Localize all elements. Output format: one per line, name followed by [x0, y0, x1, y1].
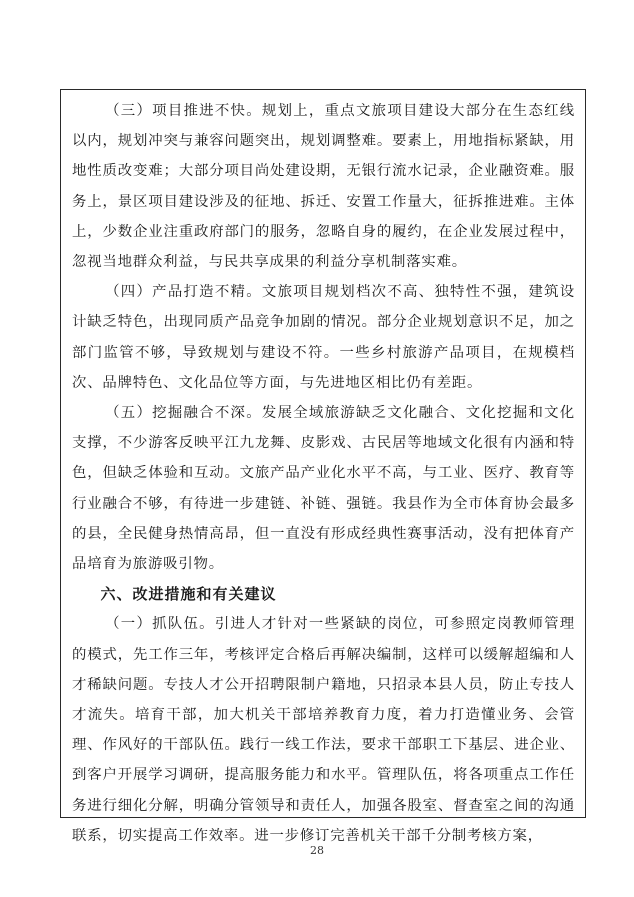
- page-number: 28: [310, 844, 324, 857]
- paragraph-product-quality: （四）产品打造不精。文旅项目规划档次不高、独特性不强，建筑设计缺乏特色，出现同质产品竞争加剧的情况。部分企业规划意识不足，加之部门监管不够，导致规划与建设不符。一些乡村旅游产品项目，在规模档次、品牌特色、文化品位等方面，与先进地区相比仍有差距。: [72, 284, 575, 391]
- document-body: [72, 96, 575, 851]
- section-heading: 六、改进措施和有关建议: [100, 585, 277, 604]
- paragraph-team-building: （一）抓队伍。引进人才针对一些紧缺的岗位，可参照定岗教师管理的模式，先工作三年，考核评定合格后再解决编制，这样可以缓解超编和人才稀缺问题。专技人才公开招聘限制户籍地，只招录本县人员，防止专技人才流失。培育干部，加大机关干部培养教育力度，着力打造懂业务、会管理、作风好的干部队伍。践行一线工作法，要求干部职工下基层、进企业、到客户开展学习调研，提高服务能力和水平。管理队伍，将各项重点工作任务进行细化分解，明确分管领导和责任人，加强各股室、督查室之间的沟通联系，切实提高工作效率。进一步修订完善机关干部千分制考核方案，: [72, 616, 575, 844]
- paragraph-culture-integration: （五）挖掘融合不深。发展全域旅游缺乏文化融合、文化挖掘和文化支撑，不少游客反映平江九龙舞、皮影戏、古民居等地域文化很有内涵和特色，但缺乏体验和互动。文旅产品产业化水平不高，与工业、医疗、教育等行业融合不够，有待进一步建链、补链、强链。我县作为全市体育协会最多的县，全民健身热情高昂，但一直没有形成经典性赛事活动，没有把体育产品培育为旅游吸引物。: [72, 405, 575, 573]
- paragraph-project-progress: （三）项目推进不快。规划上，重点文旅项目建设大部分在生态红线以内，规划冲突与兼容问题突出，规划调整难。要素上，用地指标紧缺，用地性质改变难；大部分项目尚处建设期，无银行流水记录，企业融资难。服务上，景区项目建设涉及的征地、拆迁、安置工作量大，征拆推进难。主体上，少数企业注重政府部门的服务，忽略自身的履约，在企业发展过程中，忽视当地群众利益，与民共享成果的利益分享机制落实难。: [72, 103, 575, 271]
